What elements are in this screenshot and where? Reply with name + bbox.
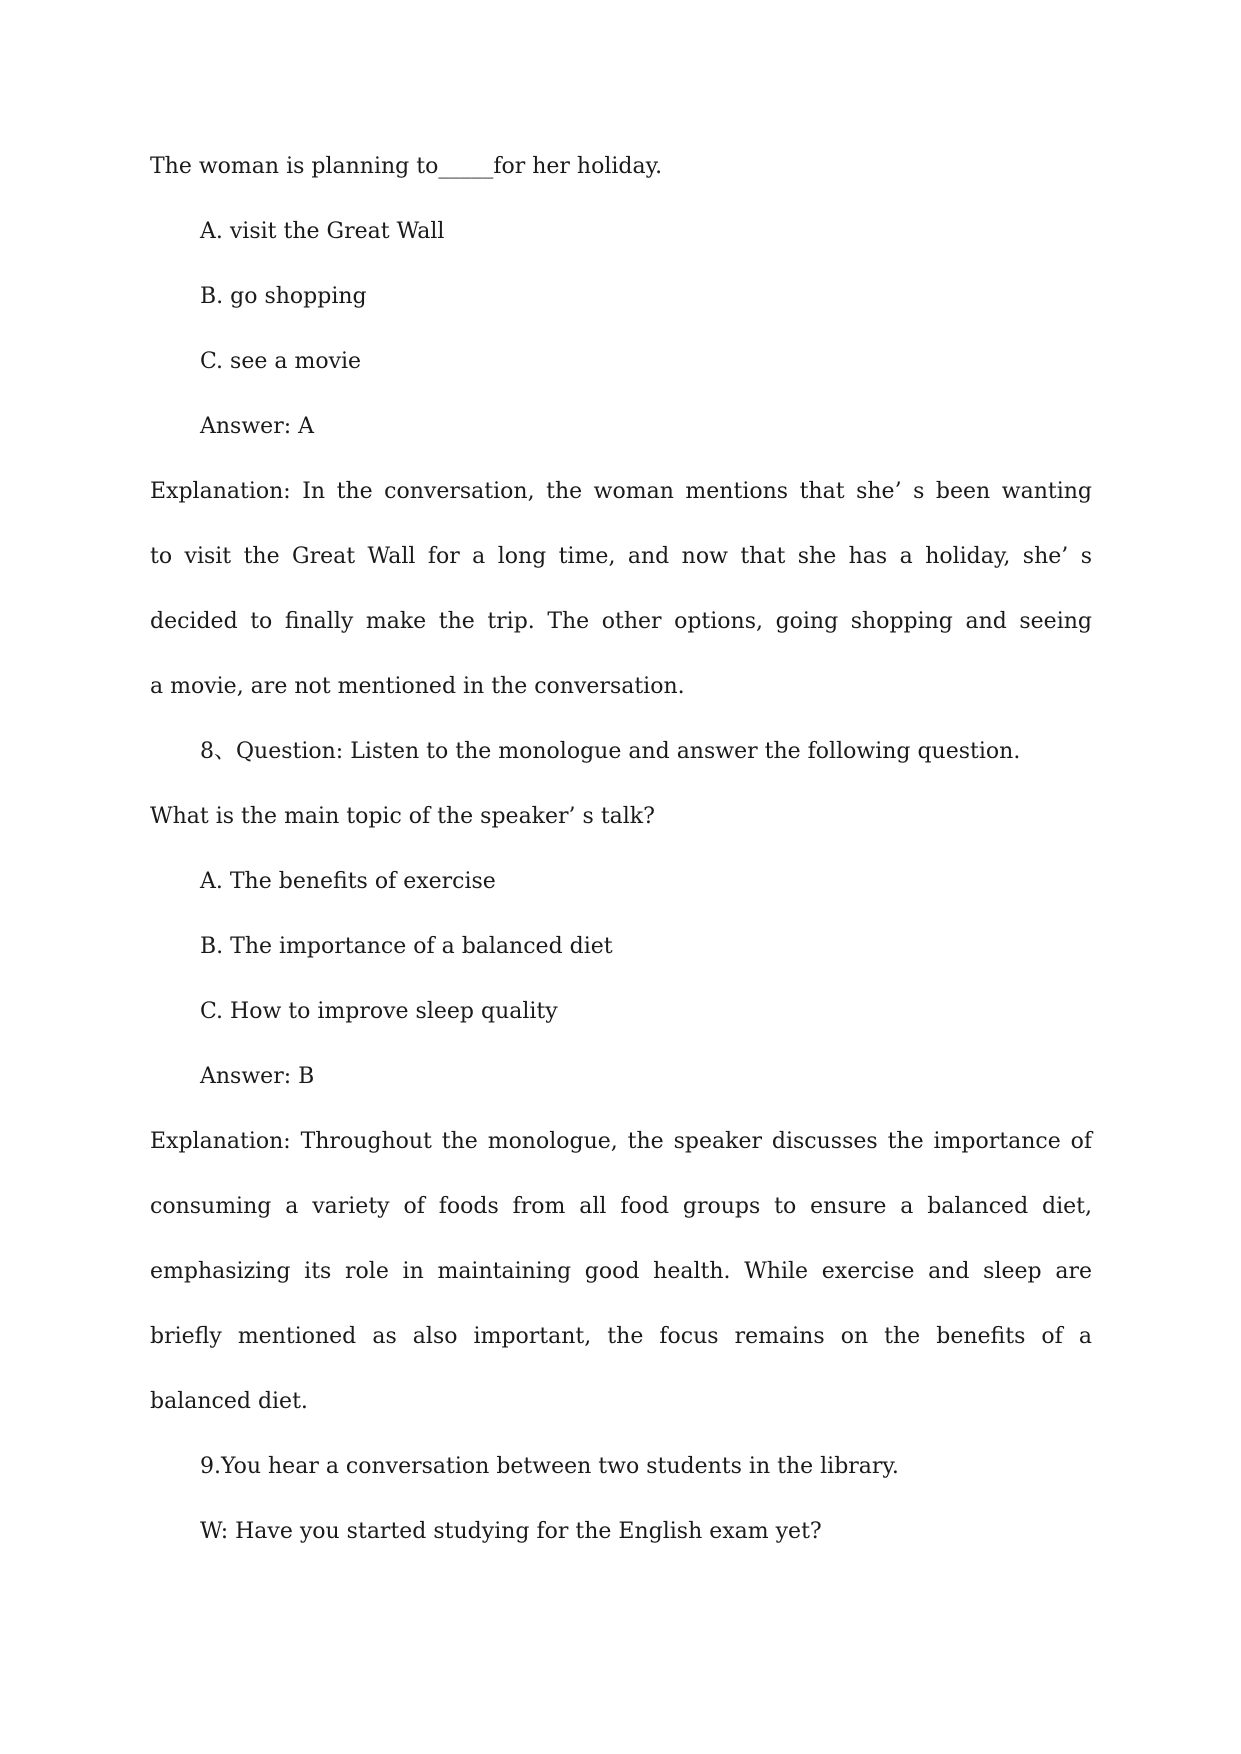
q7-stem: The woman is planning to_____for her holiday. bbox=[150, 154, 663, 179]
q8-answer: Answer: B bbox=[200, 1064, 315, 1089]
q7-option-b: B. go shopping bbox=[200, 284, 367, 309]
q7-explanation-line-4: a movie, are not mentioned in the conversation. bbox=[150, 674, 685, 699]
q8-explanation-line-4: briefly mentioned as also important, the focus remains on the benefits of a bbox=[150, 1324, 1092, 1349]
q8-option-a: A. The benefits of exercise bbox=[200, 869, 496, 894]
q7-explanation-line-2: to visit the Great Wall for a long time, and now that she has a holiday, she’ s bbox=[150, 544, 1092, 569]
q7-explanation-line-1: Explanation: In the conversation, the woman mentions that she’ s been wanting bbox=[150, 479, 1092, 504]
q8-explanation-line-2: consuming a variety of foods from all food groups to ensure a balanced diet, bbox=[150, 1194, 1092, 1219]
q8-option-c: C. How to improve sleep quality bbox=[200, 999, 558, 1024]
q8-option-b: B. The importance of a balanced diet bbox=[200, 934, 613, 959]
q7-option-a: A. visit the Great Wall bbox=[200, 219, 445, 244]
q7-answer: Answer: A bbox=[200, 414, 315, 439]
q7-option-c: C. see a movie bbox=[200, 349, 362, 374]
q8-explanation-line-3: emphasizing its role in maintaining good health. While exercise and sleep are bbox=[150, 1259, 1092, 1284]
q8-explanation-line-5: balanced diet. bbox=[150, 1389, 308, 1414]
q9-dialogue-line: W: Have you started studying for the English exam yet? bbox=[200, 1519, 822, 1544]
q8-explanation-line-1: Explanation: Throughout the monologue, the speaker discusses the importance of bbox=[150, 1129, 1092, 1154]
q7-explanation-line-3: decided to finally make the trip. The other options, going shopping and seeing bbox=[150, 609, 1092, 634]
q8-stem-line-2: What is the main topic of the speaker’ s talk? bbox=[150, 804, 655, 829]
q9-intro: 9.You hear a conversation between two students in the library. bbox=[200, 1454, 899, 1479]
q8-stem-line-1: 8、Question: Listen to the monologue and answer the following question. bbox=[200, 739, 1021, 764]
